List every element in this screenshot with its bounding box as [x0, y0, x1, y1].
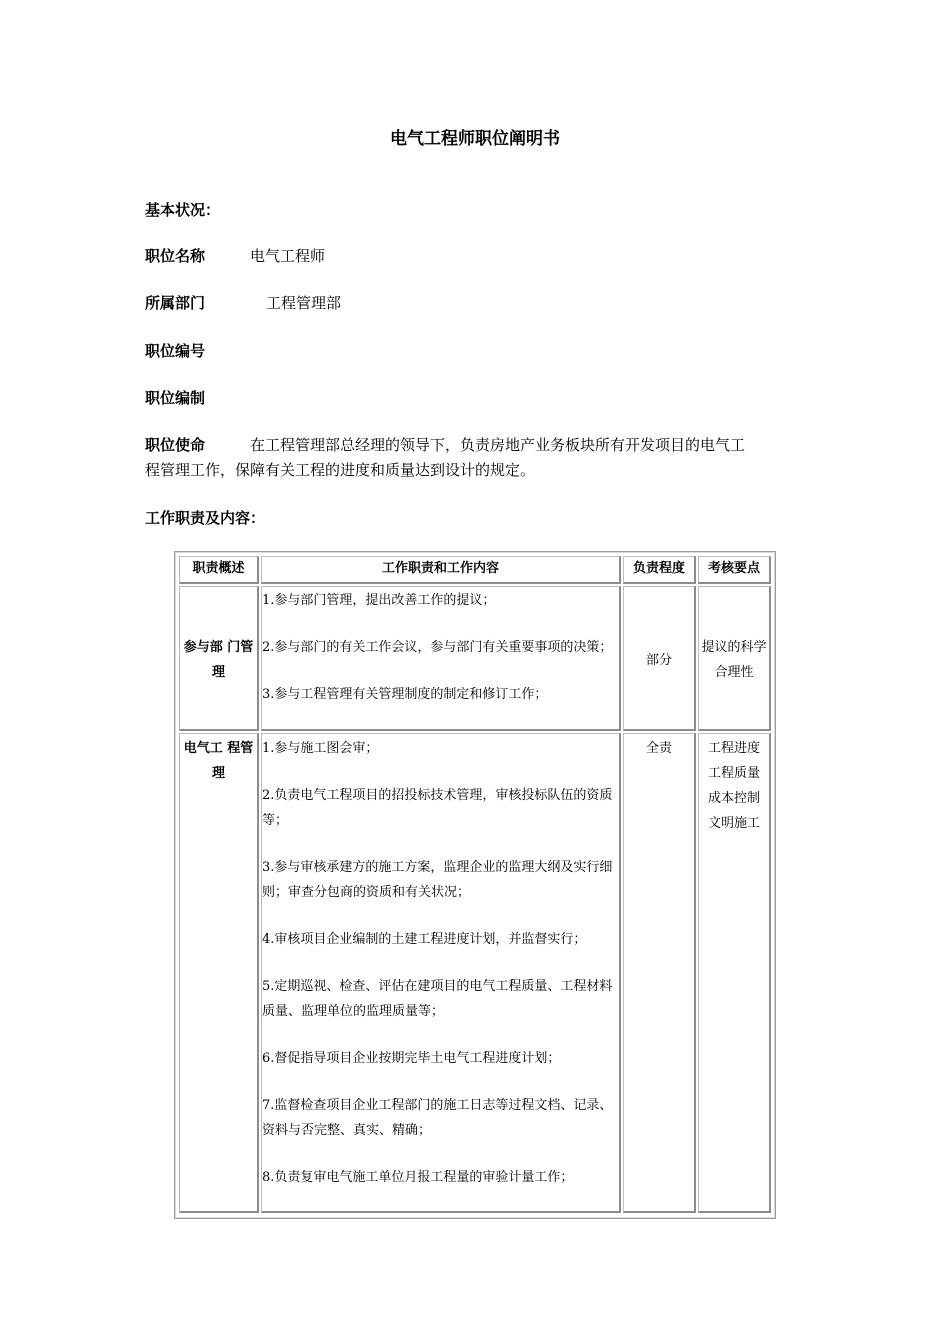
header-summary: 职责概述: [179, 556, 259, 584]
row2-summary: 电气工 程管理: [179, 733, 259, 1213]
field-department: [145, 291, 815, 315]
row1-summary: 参与部 门管理: [179, 586, 259, 731]
basic-heading-label: 基本状况：: [145, 201, 221, 219]
header-key-points: 考核要点: [698, 556, 771, 584]
mission-text-line1: 在工程管理部总经理的领导下，负责房地产业务板块所有开发项目的电气工: [250, 436, 746, 454]
row2-item-2: 2.负责电气工程项目的招投标技术管理，审核投标队伍的资质等；: [262, 788, 613, 828]
duties-heading: [145, 506, 815, 530]
row2-item-7: 7.监督检查项目企业工程部门的施工日志等过程文档、记录、资料与否完整、真实、精确；: [262, 1098, 613, 1138]
row2-item-4: 4.审核项目企业编制的土建工程进度计划，并监督实行；: [262, 932, 587, 947]
position-name-value: 电气工程师: [250, 247, 326, 265]
header-content: 工作职责和工作内容: [261, 556, 621, 584]
row2-item-5: 5.定期巡视、检查、评估在建项目的电气工程质量、工程材料质量、监理单位的监理质量等；: [262, 979, 613, 1019]
row2-content: [261, 733, 621, 1213]
field-mission: [145, 433, 815, 457]
mission-text-line2: 程管理工作，保障有关工程的进度和质量达到设计的规定。: [145, 461, 536, 479]
row2-item-6: 6.督促指导项目企业按期完毕土电气工程进度计划；: [262, 1051, 561, 1066]
position-staffing-label: 职位编制: [145, 389, 206, 407]
department-value: 工程管理部: [266, 294, 342, 312]
position-code-label: 职位编号: [145, 342, 206, 360]
duties-heading-label: 工作职责及内容：: [145, 509, 266, 527]
row2-item-8: 8.负责复审电气施工单位月报工程量的审验计量工作；: [262, 1170, 574, 1185]
row1-key-points: 提议的科学合理性: [698, 586, 771, 731]
header-degree: 负责程度: [623, 556, 696, 584]
field-position-code: [145, 339, 815, 363]
row1-degree: 部分: [623, 586, 696, 731]
row1-content: [261, 586, 621, 731]
mission-label: 职位使命: [145, 436, 206, 454]
row2-key-points: 工程进度 工程质量 成本控制 文明施工: [698, 733, 771, 1213]
duties-table: [174, 551, 776, 1219]
row2-item-3: 3.参与审核承建方的施工方案，监理企业的监理大纲及实行细则；审查分包商的资质和有关状况；: [262, 860, 613, 900]
department-label: 所属部门: [145, 294, 206, 312]
row1-item-1: 1.参与部门管理，提出改善工作的提议；: [262, 593, 496, 608]
field-position-staffing: [145, 386, 815, 410]
position-name-label: 职位名称: [145, 247, 206, 265]
row2-item-1: 1.参与施工图会审；: [262, 741, 379, 756]
row1-item-3: 3.参与工程管理有关管理制度的制定和修订工作；: [262, 687, 548, 702]
row2-degree: 全责: [623, 733, 696, 1213]
row1-item-2: 2.参与部门的有关工作会议，参与部门有关重要事项的决策；: [262, 640, 613, 655]
field-position-name: [145, 244, 815, 268]
page-title: 电气工程师职位阐明书: [390, 129, 560, 149]
basic-heading: [145, 198, 815, 222]
